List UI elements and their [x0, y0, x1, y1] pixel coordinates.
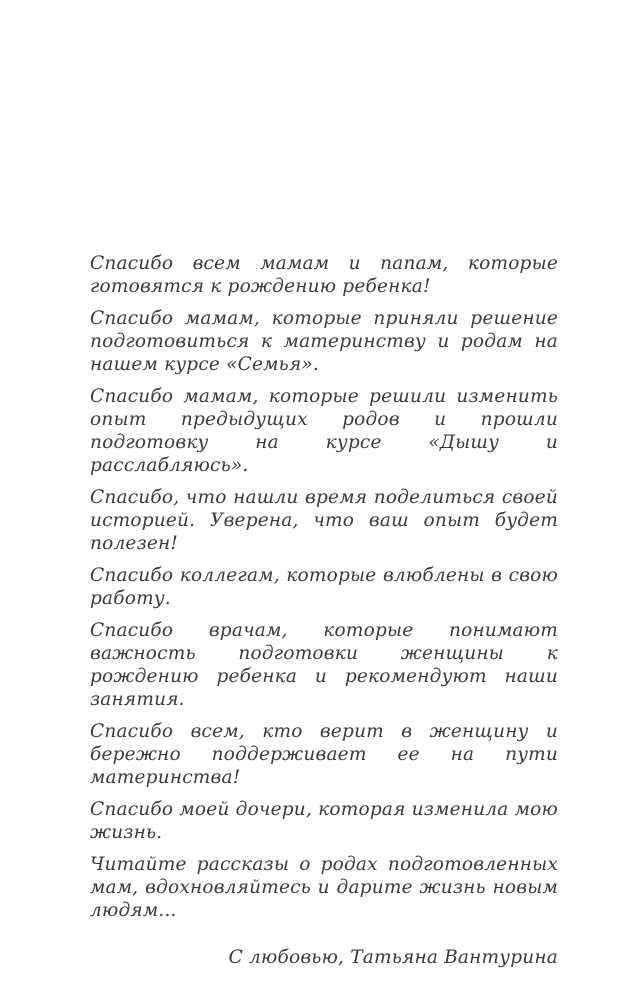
- dedication-paragraph: Спасибо, что нашли время поделиться своей историей. Уверена, что ваш опыт будет полезен!: [90, 487, 558, 554]
- dedication-paragraph: Спасибо мамам, которые приняли решение подготовиться к материнству и родам на нашем курсе «Семья».: [90, 308, 558, 375]
- dedication-text-block: [90, 252, 558, 969]
- dedication-paragraph: Спасибо всем, кто верит в женщину и бережно поддерживает ее на пути материнства!: [90, 721, 558, 788]
- dedication-paragraph: Читайте рассказы о родах подготовленных мам, вдохновляйтесь и дарите жизнь новым людям...: [90, 854, 558, 921]
- dedication-paragraph: Спасибо врачам, которые понимают важность подготовки женщины к рождению ребенка и рекомендуют наши занятия.: [90, 620, 558, 710]
- author-signature: С любовью, Татьяна Вантурина: [228, 947, 558, 968]
- dedication-paragraph: Спасибо коллегам, которые влюблены в свою работу.: [90, 565, 558, 609]
- dedication-paragraph: Спасибо мамам, которые решили изменить опыт предыдущих родов и прошли подготовку на курсе «Дышу и расслабляюсь».: [90, 386, 558, 476]
- dedication-paragraph: Спасибо всем мамам и папам, которые готовятся к рождению ребенка!: [90, 253, 558, 297]
- dedication-paragraph: Спасибо моей дочери, которая изменила мою жизнь.: [90, 799, 558, 843]
